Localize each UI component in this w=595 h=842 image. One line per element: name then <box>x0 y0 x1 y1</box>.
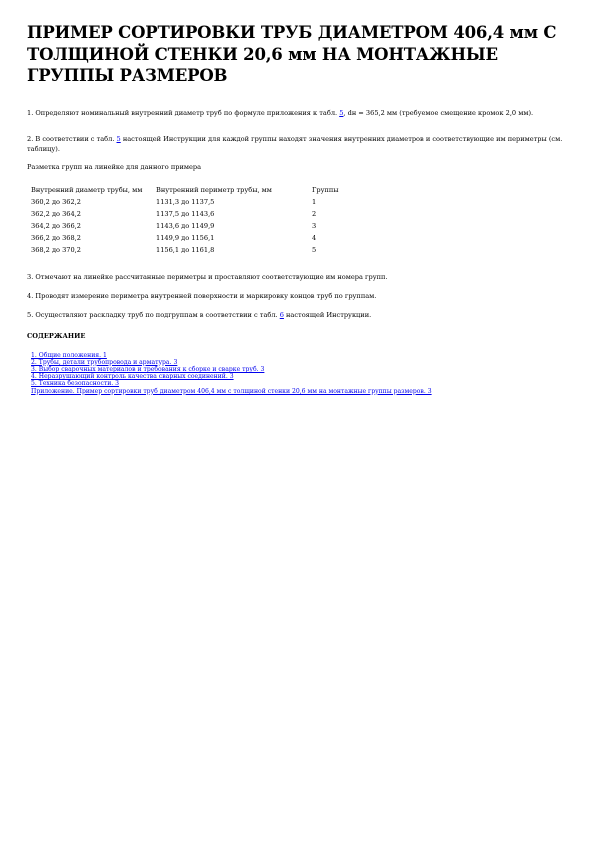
table-6-link[interactable]: 6 <box>279 310 284 319</box>
cell-perimeter: 1156,1 до 1161,8 <box>156 245 215 254</box>
step-1-paragraph <box>27 108 575 118</box>
toc-link-welding-materials[interactable]: 3. Выбор сварочных материалов и требования к сборке и сварке труб. 3 <box>31 365 265 373</box>
header-groups: Группы <box>312 185 339 194</box>
toc-link-ndt[interactable]: 4. Неразрушающий контроль качества сварных соединений. 3 <box>31 373 234 381</box>
cell-perimeter: 1143,6 до 1149,9 <box>156 221 215 230</box>
table-row <box>31 244 362 256</box>
cell-perimeter: 1149,9 до 1156,1 <box>156 233 215 242</box>
header-inner-diameter: Внутренний диаметр трубы, мм <box>31 185 143 194</box>
cell-group: 4 <box>312 233 317 242</box>
toc-item <box>31 373 575 380</box>
table-row <box>31 220 362 232</box>
cell-group: 3 <box>312 221 317 230</box>
table-5-link[interactable]: 5 <box>339 108 344 117</box>
toc-title: СОДЕРЖАНИЕ <box>27 331 86 340</box>
header-inner-perimeter: Внутренний периметр трубы, мм <box>156 185 272 194</box>
cell-group: 1 <box>312 197 317 206</box>
table-row <box>31 232 362 244</box>
step-1-text-start: 1. Определяют номинальный внутренний диаметр труб по формуле приложения к табл. <box>27 108 340 117</box>
cell-group: 5 <box>312 245 317 254</box>
document-title: ПРИМЕР СОРТИРОВКИ ТРУБ ДИАМЕТРОМ 406,4 мм С ТОЛЩИНОЙ СТЕНКИ 20,6 мм НА МОНТАЖНЫЕ ГРУППЫ РАЗМЕРОВ <box>27 23 557 85</box>
step-5-paragraph <box>27 310 575 320</box>
cell-diameter: 362,2 до 364,2 <box>31 209 81 218</box>
cell-perimeter: 1131,3 до 1137,5 <box>156 197 215 206</box>
step-1-text-end: , dн = 365,2 мм (требуемое смещение кромок 2,0 мм). <box>343 108 534 117</box>
toc-item <box>31 366 575 373</box>
table-of-contents <box>31 352 575 395</box>
step-3-paragraph: 3. Отмечают на линейке рассчитанные периметры и проставляют соответствующие им номера групп. <box>27 272 388 281</box>
cell-diameter: 360,2 до 362,2 <box>31 197 81 206</box>
table-5-link-2[interactable]: 5 <box>116 134 121 143</box>
step-2-text-start: 2. В соответствии с табл. <box>27 134 117 143</box>
toc-item <box>31 380 575 387</box>
groups-table <box>31 184 362 256</box>
table-caption: Разметка групп на линейке для данного примера <box>27 162 202 171</box>
step-2-text-end: настоящей Инструкции для каждой группы находят значения внутренних диаметров и соответствующие им периметры (см. таблицу). <box>27 134 563 153</box>
toc-item <box>31 388 575 395</box>
toc-link-safety[interactable]: 5. Техника безопасности. 3 <box>31 380 120 388</box>
step-5-text-end: настоящей Инструкции. <box>283 310 372 319</box>
table-header-row <box>31 184 362 196</box>
step-2-paragraph <box>27 134 575 154</box>
table-row <box>31 196 362 208</box>
cell-diameter: 368,2 до 370,2 <box>31 245 81 254</box>
toc-item <box>31 352 575 359</box>
step-4-paragraph: 4. Проводят измерение периметра внутренней поверхности и маркировку концов труб по группам. <box>27 291 377 300</box>
toc-link-appendix[interactable]: Приложение. Пример сортировки труб диаметром 406,4 мм с толщиной стенки 20,6 мм на монтажные группы размеров. 3 <box>31 387 432 395</box>
cell-diameter: 364,2 до 366,2 <box>31 221 81 230</box>
toc-link-general[interactable]: 1. Общие положения. 1 <box>31 351 107 359</box>
toc-item <box>31 359 575 366</box>
cell-diameter: 366,2 до 368,2 <box>31 233 81 242</box>
toc-link-pipes[interactable]: 2. Трубы, детали трубопровода и арматура. 3 <box>31 358 178 366</box>
cell-group: 2 <box>312 209 317 218</box>
document-page <box>27 22 575 395</box>
cell-perimeter: 1137,5 до 1143,6 <box>156 209 215 218</box>
table-row <box>31 208 362 220</box>
step-5-text-start: 5. Осуществляют раскладку труб по подгруппам в соответствии с табл. <box>27 310 280 319</box>
